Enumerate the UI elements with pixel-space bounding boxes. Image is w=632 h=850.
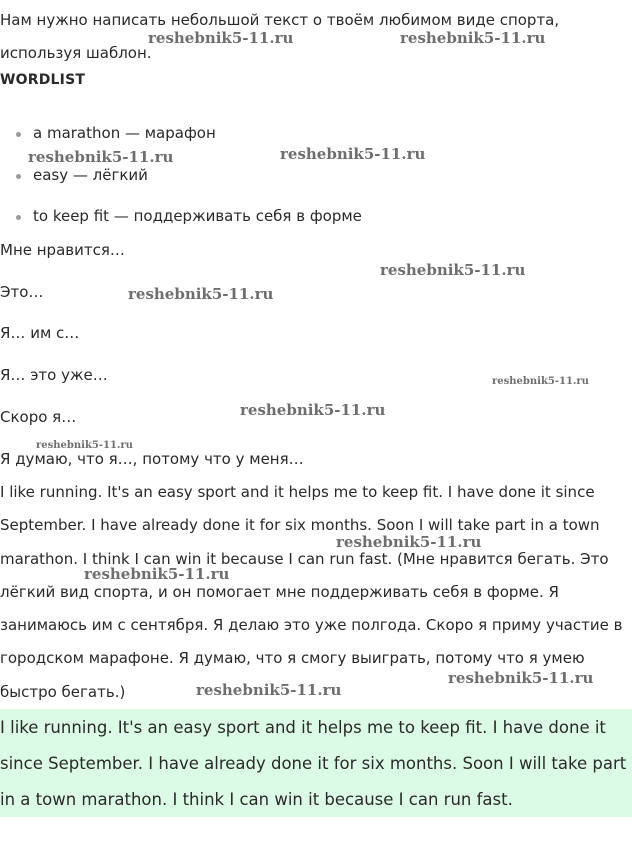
watermark: reshebnik5-11.ru [448, 669, 594, 687]
watermark: reshebnik5-11.ru [280, 145, 426, 163]
template-line: Я… это уже… [0, 366, 108, 384]
bullet-icon [16, 215, 21, 220]
wordlist-item-text: to keep fit — поддерживать себя в форме [33, 207, 362, 225]
bullet-icon [16, 132, 21, 137]
wordlist-item-text: easy — лёгкий [33, 166, 148, 184]
template-line: Я думаю, что я…, потому что у меня… [0, 450, 304, 468]
highlighted-answer-text: I like running. It's an easy sport and it helps me to keep fit. I have done it since September. I have already done it for six months. Soon I will take part in a town marathon. I think I can win it because I can run fast. [0, 718, 627, 809]
template-line: Мне нравится… [0, 241, 125, 259]
template-line: Я… им с… [0, 324, 80, 342]
watermark: reshebnik5-11.ru [492, 376, 589, 387]
watermark: reshebnik5-11.ru [240, 401, 386, 419]
answer-text: I like running. It's an easy sport and it helps me to keep fit. I have done it since September. I have already done it for six months. Soon I will take part in a town marathon. I think I can win it because I can run fast. (Мне нравится бегать. Это лёгкий вид спорта, и он помогает мне поддерживать себя в форме. Я занимаюсь им с сентября. Я делаю это уже полгода. Скоро я приму участие в городском марафоне. Я думаю, что я смогу выиграть, потому что я умею быстро бегать.) [0, 483, 623, 701]
watermark: reshebnik5-11.ru [380, 261, 526, 279]
wordlist-item-text: a marathon — марафон [33, 124, 216, 142]
watermark: reshebnik5-11.ru [36, 440, 133, 451]
watermark: reshebnik5-11.ru [148, 29, 294, 47]
watermark: reshebnik5-11.ru [84, 565, 230, 583]
bullet-icon [16, 174, 21, 179]
watermark: reshebnik5-11.ru [128, 285, 274, 303]
wordlist-heading: WORDLIST [0, 72, 86, 88]
template-line: Скоро я… [0, 408, 77, 426]
watermark: reshebnik5-11.ru [400, 29, 546, 47]
template-line: Это… [0, 283, 44, 301]
intro-text: Нам нужно написать небольшой текст о твоём любимом виде спорта, используя шаблон. [0, 11, 560, 62]
watermark: reshebnik5-11.ru [196, 681, 342, 699]
watermark: reshebnik5-11.ru [28, 148, 174, 166]
watermark: reshebnik5-11.ru [336, 533, 482, 551]
highlighted-answer-box [0, 709, 632, 817]
